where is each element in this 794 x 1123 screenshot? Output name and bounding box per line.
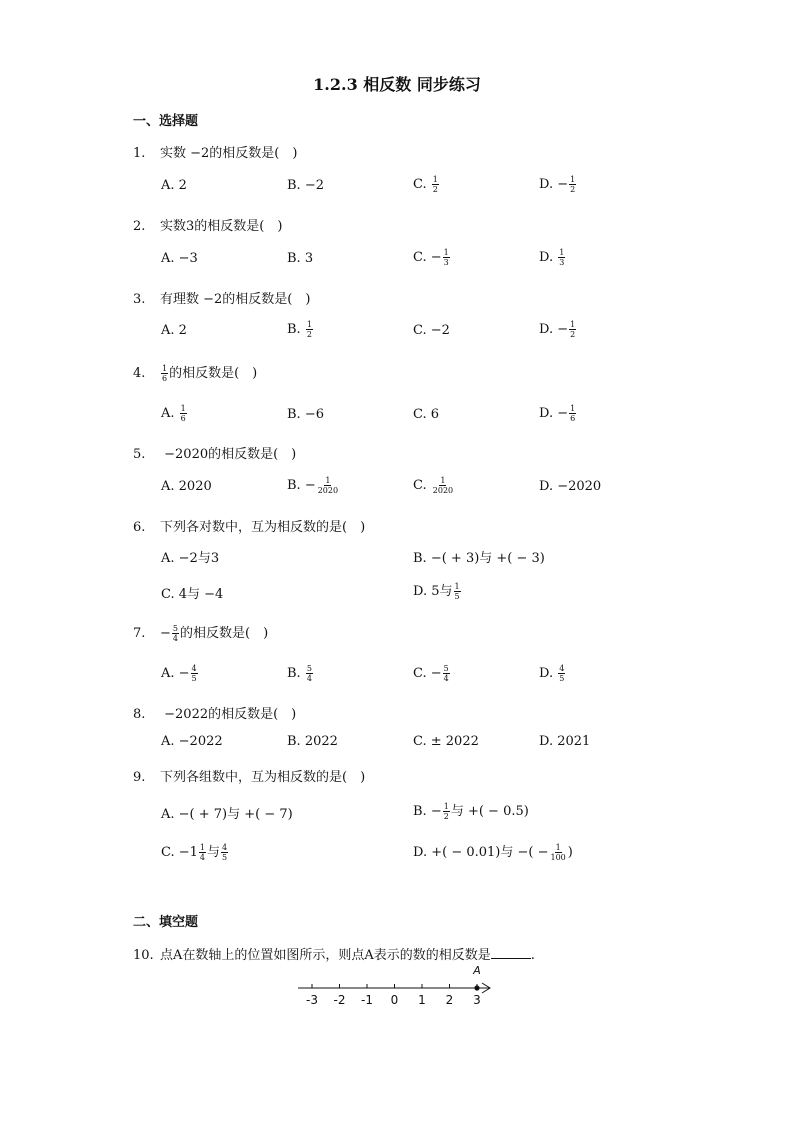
option-c: C. 6: [413, 407, 440, 422]
fraction: $\frac{4}{5}$: [191, 664, 197, 683]
fraction: $\frac{1}{4}$: [199, 843, 206, 862]
option-b: B. −2: [287, 178, 324, 193]
option-a: A. −2与3: [161, 551, 220, 566]
fraction: $\frac{4}{5}$: [222, 843, 228, 862]
option-c: C. $\frac{1}{2020}$: [413, 476, 454, 495]
option-d: D. 5与 $\frac{1}{5}$: [413, 582, 460, 601]
fraction: $\frac{5}{4}$: [443, 664, 449, 683]
option-d: D. − $\frac{1}{2}$: [539, 320, 576, 339]
option-b: B. −( + 3)与 +( − 3): [413, 551, 545, 566]
option-c: C. ± 2022: [413, 734, 479, 749]
question-stem: 的相反数是( ): [180, 626, 269, 641]
question-stem: 点A在数轴上的位置如图所示，则点A表示的数的相反数是: [160, 948, 491, 963]
fraction: $\frac{5}{4}$: [172, 624, 178, 643]
question-stem: 有理数 −2的相反数是( ): [160, 292, 311, 307]
tick-label: 2: [445, 993, 454, 1007]
fraction: $\frac{1}{2}$: [432, 175, 438, 194]
option-c: C. −1 $\frac{1}{4}$ 与 $\frac{4}{5}$: [161, 843, 228, 862]
question-6: [133, 516, 365, 535]
question-stem: 下列各对数中，互为相反数的是( ): [160, 520, 366, 535]
question-stem: 实数3的相反数是( ): [160, 219, 283, 234]
tick-label: -3: [306, 993, 318, 1007]
fraction: $\frac{1}{2}$: [443, 802, 449, 821]
option-a: A. 2020: [161, 479, 212, 494]
question-9: [133, 766, 365, 785]
fraction: $\frac{1}{5}$: [454, 582, 460, 601]
question-stem: −2022的相反数是( ): [160, 707, 297, 722]
fraction: $\frac{5}{4}$: [306, 664, 312, 683]
fraction: $\frac{1}{6}$: [180, 404, 186, 423]
option-d: D. 2021: [539, 734, 591, 749]
option-a: A. 2: [161, 323, 187, 338]
option-b: B. 2022: [287, 734, 338, 749]
fraction: $\frac{1}{2}$: [306, 320, 312, 339]
option-c: C. − $\frac{1}{3}$: [413, 248, 449, 267]
option-d: D. +( − 0.01)与 −( − $\frac{1}{100}$ ): [413, 843, 573, 862]
number-line: [292, 960, 502, 1010]
option-b: B. $\frac{5}{4}$: [287, 664, 312, 683]
point-a-marker: [474, 985, 479, 990]
option-a: A. −( + 7)与 +( − 7): [161, 807, 293, 822]
question-10: 10. 点A在数轴上的位置如图所示，则点A表示的数的相反数是 .: [133, 948, 535, 963]
question-number: 3.: [133, 292, 146, 307]
tick-label: 0: [390, 993, 399, 1007]
option-d: D. − $\frac{1}{2}$: [539, 175, 576, 194]
question-stem: 的相反数是( ): [169, 366, 258, 381]
question-stem: 实数 −2的相反数是( ): [160, 146, 298, 161]
question-number: 9.: [133, 770, 146, 785]
fraction: $\frac{4}{5}$: [559, 664, 565, 683]
option-d: D. −2020: [539, 479, 602, 494]
fraction: $\frac{1}{2}$: [570, 320, 576, 339]
fraction: $\frac{1}{100}$: [550, 843, 566, 862]
question-stem: −2020的相反数是( ): [160, 447, 297, 462]
option-d: D. $\frac{1}{3}$: [539, 248, 565, 267]
question-1: [133, 142, 297, 161]
option-d: D. − $\frac{1}{6}$: [539, 404, 576, 423]
option-a: A. − $\frac{4}{5}$: [161, 664, 197, 683]
tick-label: -1: [361, 993, 373, 1007]
answer-blank[interactable]: [491, 948, 531, 959]
page-title: 1.2.3 相反数 同步练习: [313, 75, 481, 94]
fraction: $\frac{1}{3}$: [443, 248, 449, 267]
option-b: B. $\frac{1}{2}$: [287, 320, 312, 339]
option-c: C. 4与 −4: [161, 587, 224, 602]
section-fill-heading: 二、填空题: [133, 915, 199, 930]
tick-label: 1: [418, 993, 426, 1007]
fraction: $\frac{1}{2020}$: [432, 476, 454, 495]
question-number: 8.: [133, 707, 146, 722]
question-number: 4.: [133, 366, 146, 381]
question-number: 6.: [133, 520, 146, 535]
option-a: A. 2: [161, 178, 187, 193]
question-2: [133, 215, 282, 234]
point-a-label: A: [473, 964, 481, 977]
question-number: 2.: [133, 219, 146, 234]
fraction: $\frac{1}{2020}$: [317, 476, 339, 495]
number-line-ticks: [306, 984, 481, 1007]
option-c: C. $\frac{1}{2}$: [413, 175, 438, 194]
option-a: A. −2022: [161, 734, 223, 749]
question-5: [133, 443, 296, 462]
option-d: D. $\frac{4}{5}$: [539, 664, 565, 683]
fraction: $\frac{1}{3}$: [559, 248, 565, 267]
question-7: 7. − $\frac{5}{4}$ 的相反数是( ): [133, 624, 269, 643]
question-number: 10.: [133, 948, 154, 963]
fraction: $\frac{1}{6}$: [570, 404, 576, 423]
question-number: 5.: [133, 447, 146, 462]
option-c: C. −2: [413, 323, 450, 338]
question-number: 7.: [133, 626, 146, 641]
question-3: [133, 288, 310, 307]
fraction: $\frac{1}{6}$: [162, 364, 168, 383]
tick-label: -2: [333, 993, 346, 1007]
tick-label: 3: [473, 993, 481, 1007]
option-a: A. $\frac{1}{6}$: [161, 404, 186, 423]
question-number: 1.: [133, 146, 146, 161]
option-c: C. − $\frac{5}{4}$: [413, 664, 449, 683]
option-b: B. 3: [287, 251, 314, 266]
option-b: B. − $\frac{1}{2}$ 与 +( − 0.5): [413, 802, 529, 821]
question-stem: 下列各组数中，互为相反数的是( ): [160, 770, 366, 785]
section-choice-heading: 一、选择题: [133, 114, 199, 129]
option-b: B. − $\frac{1}{2020}$: [287, 476, 339, 495]
option-a: A. −3: [161, 251, 198, 266]
question-8: [133, 703, 296, 722]
question-4: [133, 362, 257, 383]
fraction: $\frac{1}{2}$: [570, 175, 576, 194]
option-b: B. −6: [287, 407, 324, 422]
